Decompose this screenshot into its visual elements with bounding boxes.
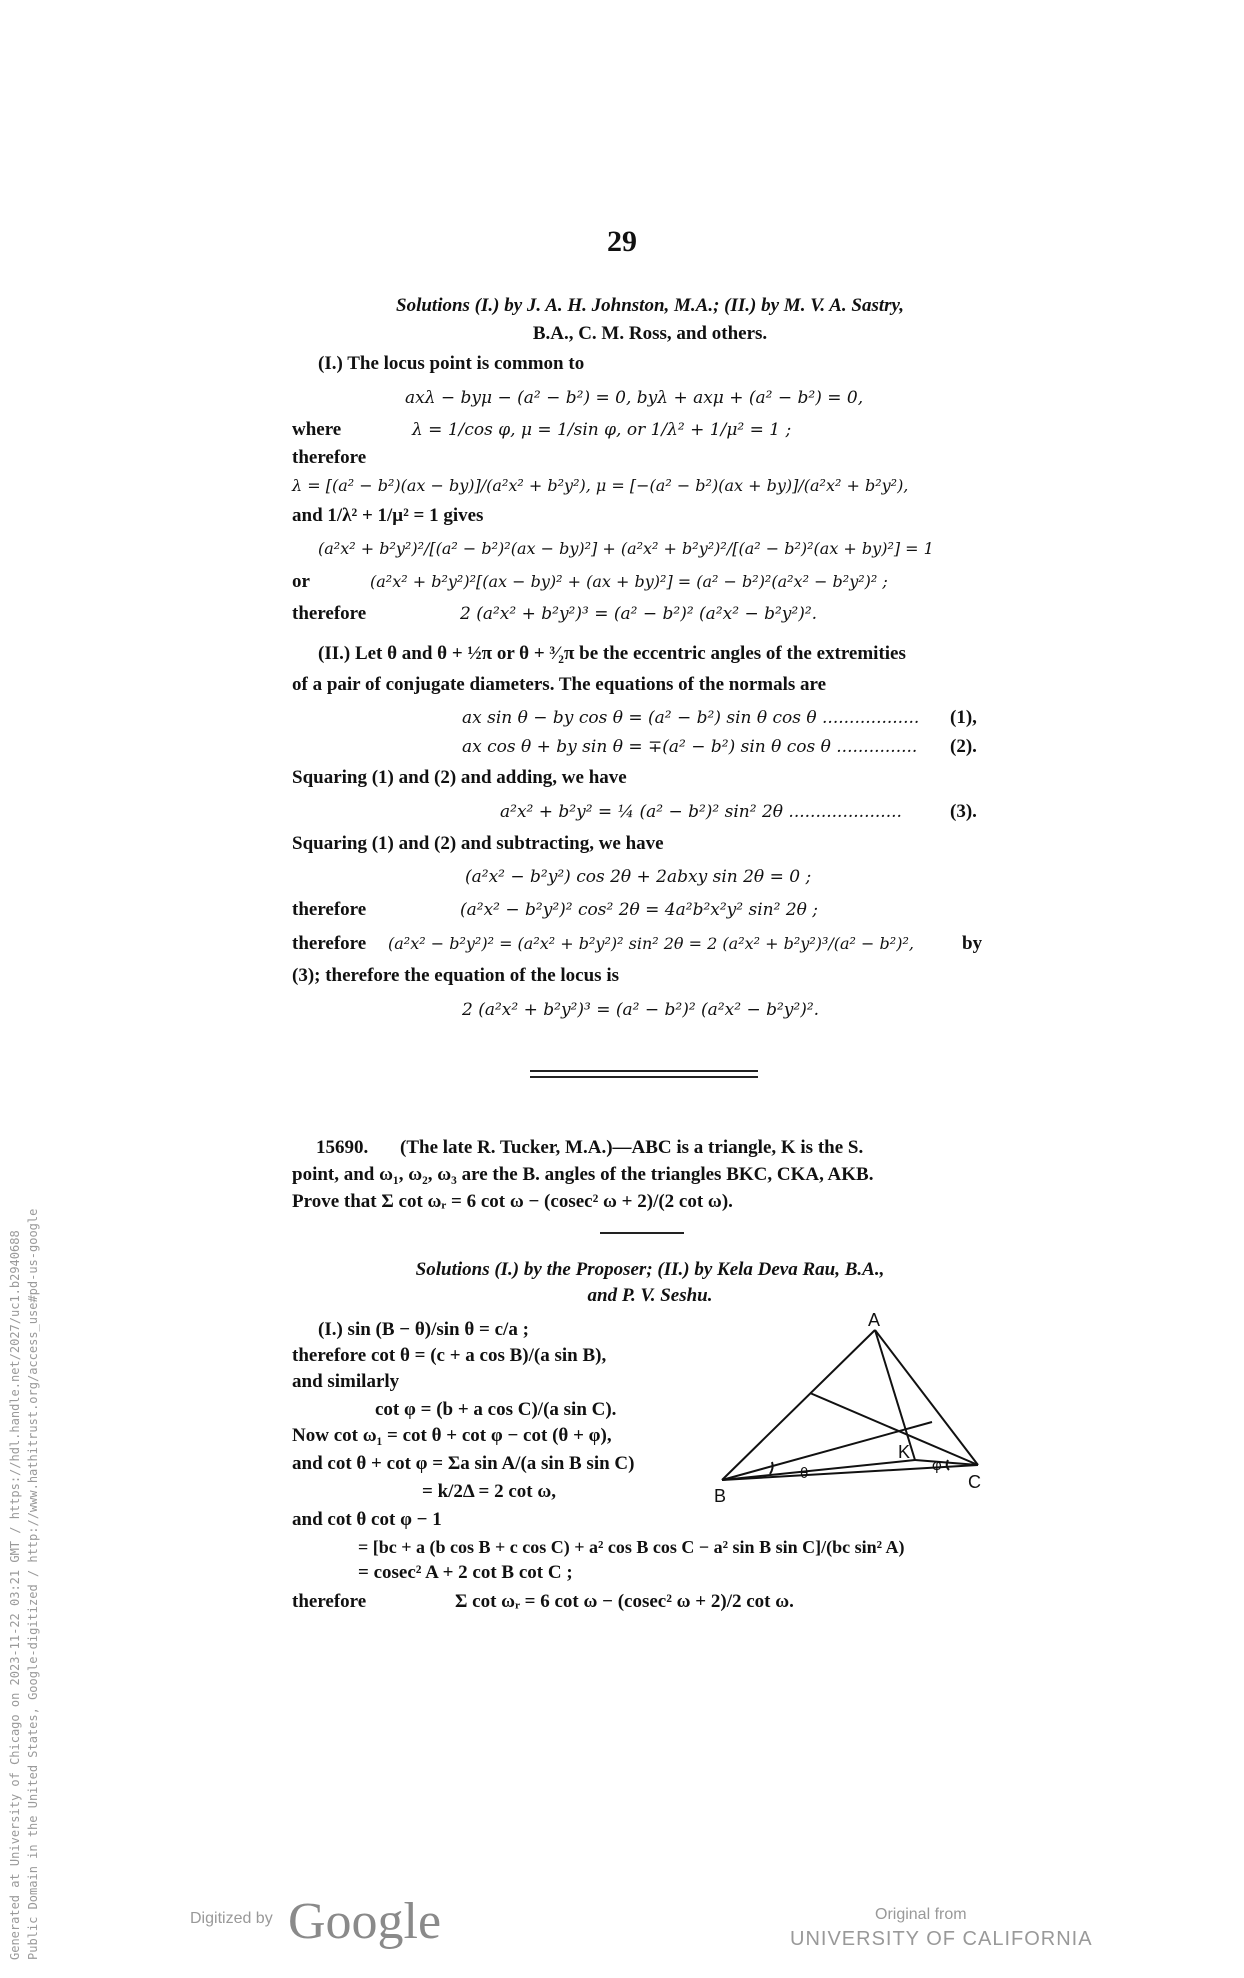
original-from-label: Original from: [875, 1906, 967, 1923]
s2-line-11: therefore: [292, 1591, 367, 1612]
s1-by: by: [962, 933, 983, 954]
problem-number: 15690.: [316, 1137, 369, 1158]
s1-eq-11: (a²x² − b²y²)² cos² 2θ = 4a²b²x²y² sin² 2θ ;: [460, 900, 819, 920]
s1-line-1: (I.) The locus point is common to: [318, 353, 585, 374]
s1-squaring-1: Squaring (1) and (2) and adding, we have: [292, 767, 627, 788]
s1-eq-8: ax cos θ + by sin θ = ∓(a² − b²) sin θ cos θ ...............: [462, 737, 918, 757]
section1-heading-1: Solutions (I.) by J. A. H. Johnston, M.A.; (II.) by M. V. A. Sastry,: [396, 295, 904, 316]
s1-where: where: [292, 419, 342, 440]
segment-ak: [875, 1330, 915, 1460]
vertex-b-label: B: [714, 1486, 727, 1506]
problem-rule: [600, 1232, 684, 1234]
s2-line-5: Now cot ω₁ = cot θ + cot φ − cot (θ + φ),: [292, 1425, 612, 1446]
section2-heading-1: Solutions (I.) by the Proposer; (II.) by Kela Deva Rau, B.A.,: [415, 1259, 885, 1280]
s1-eq-3: λ = [(a² − b²)(ax − by)]/(a²x² + b²y²), μ = [−(a² − b²)(ax + by)]/(a²x² + b²y²),: [292, 476, 909, 495]
s1-paragraph-2a: (II.) Let θ and θ + ½π or θ + ³⁄₂π be the eccentric angles of the extremities: [318, 643, 906, 664]
google-logo: Google: [288, 1893, 442, 1950]
s1-therefore-4: therefore: [292, 933, 367, 954]
section2-heading-2: and P. V. Seshu.: [587, 1285, 713, 1306]
s2-line-7: = k/2Δ = 2 cot ω,: [422, 1481, 557, 1502]
s1-squaring-2: Squaring (1) and (2) and subtracting, we have: [292, 833, 664, 854]
angle-phi-label: φ: [932, 1457, 942, 1474]
s2-line-4: cot φ = (b + a cos C)/(a sin C).: [375, 1399, 617, 1420]
s1-paragraph-2b: of a pair of conjugate diameters. The equations of the normals are: [292, 674, 827, 695]
s1-therefore-3: therefore: [292, 899, 367, 920]
vertex-c-label: C: [968, 1472, 981, 1492]
angle-theta-arc: [770, 1462, 773, 1474]
section-divider-bottom: [530, 1076, 758, 1078]
problem-line-3: Prove that Σ cot ωᵣ = 6 cot ω − (cosec² ω + 2)/(2 cot ω).: [292, 1191, 733, 1212]
s2-line-1: (I.) sin (B − θ)/sin θ = c/a ;: [318, 1319, 529, 1340]
s1-eq-9: a²x² + b²y² = ¼ (a² − b²)² sin² 2θ .....................: [500, 802, 902, 822]
s1-therefore-1: therefore: [292, 447, 367, 468]
s1-eq-4: (a²x² + b²y²)²/[(a² − b²)²(ax − by)²] + (a²x² + b²y²)²/[(a² − b²)²(ax + by)²] = 1: [318, 539, 934, 558]
s1-eq-2: λ = 1/cos φ, μ = 1/sin φ, or 1/λ² + 1/μ² = 1 ;: [412, 420, 792, 440]
s1-eq-13: 2 (a²x² + b²y²)³ = (a² − b²)² (a²x² − b²y²)².: [462, 1000, 820, 1020]
problem-line-1: (The late R. Tucker, M.A.)—ABC is a triangle, K is the S.: [400, 1137, 864, 1158]
s1-eq-10: (a²x² − b²y²) cos 2θ + 2abxy sin 2θ = 0 ;: [465, 867, 812, 887]
sidebar-line-1: Generated at University of Chicago on 2023-11-22 03:21 GMT / https://hdl.handle.net/2027/uc1.b2940688: [8, 1230, 22, 1960]
s1-eq-5: (a²x² + b²y²)²[(ax − by)² + (ax + by)²] = (a² − b²)²(a²x² − b²y²)² ;: [370, 572, 888, 591]
s2-line-6: and cot θ + cot φ = Σa sin A/(a sin B sin C): [292, 1453, 635, 1474]
s2-line-2: therefore cot θ = (c + a cos B)/(a sin B),: [292, 1345, 607, 1366]
section1-heading-2: B.A., C. M. Ross, and others.: [532, 323, 768, 344]
triangle-figure: [700, 1310, 1000, 1510]
point-k-label: K: [898, 1442, 911, 1462]
s1-eq-9-number: (3).: [950, 801, 977, 822]
s1-eq-8-number: (2).: [950, 736, 977, 757]
digitized-by-label: Digitized by: [190, 1910, 273, 1927]
edge-ac: [875, 1330, 978, 1465]
s1-eq-7-number: (1),: [950, 707, 977, 728]
s1-line-3: (3); therefore the equation of the locus is: [292, 965, 619, 986]
sidebar-stamp: [8, 1209, 40, 1960]
s2-line-9: = [bc + a (b cos B + c cos C) + a² cos B cos C − a² sin B sin C]/(bc sin² A): [358, 1537, 905, 1557]
angle-phi-arc: [947, 1460, 949, 1470]
s2-line-10: = cosec² A + 2 cot B cot C ;: [358, 1562, 573, 1583]
s2-line-8: and cot θ cot φ − 1: [292, 1509, 442, 1530]
s2-line-12: Σ cot ωᵣ = 6 cot ω − (cosec² ω + 2)/2 cot ω.: [455, 1591, 794, 1612]
s1-or: or: [292, 571, 310, 592]
s1-and-1: and 1/λ² + 1/μ² = 1 gives: [292, 505, 484, 526]
institution-label: UNIVERSITY OF CALIFORNIA: [790, 1928, 1093, 1950]
s2-line-3: and similarly: [292, 1371, 400, 1392]
problem-line-2: point, and ω₁, ω₂, ω₃ are the B. angles of the triangles BKC, CKA, AKB.: [292, 1164, 874, 1185]
s1-eq-6: 2 (a²x² + b²y²)³ = (a² − b²)² (a²x² − b²y²)².: [460, 604, 818, 624]
edge-ab: [722, 1330, 875, 1480]
s1-therefore-2: therefore: [292, 603, 367, 624]
s1-eq-7: ax sin θ − by cos θ = (a² − b²) sin θ cos θ ..................: [462, 708, 920, 728]
vertex-a-label: A: [868, 1310, 881, 1330]
section-divider-top: [530, 1070, 758, 1072]
s1-eq-12: (a²x² − b²y²)² = (a²x² + b²y²)² sin² 2θ = 2 (a²x² + b²y²)³/(a² − b²)²,: [388, 934, 914, 953]
page-number: 29: [607, 225, 637, 258]
s1-eq-1: axλ − byμ − (a² − b²) = 0, byλ + axμ + (a² − b²) = 0,: [405, 388, 864, 408]
cevian-c: [810, 1393, 978, 1465]
sidebar-line-2: Public Domain in the United States, Google-digitized / http://www.hathitrust.org/access_use#pd-us-google: [26, 1208, 40, 1960]
angle-theta-label: θ: [800, 1465, 809, 1482]
